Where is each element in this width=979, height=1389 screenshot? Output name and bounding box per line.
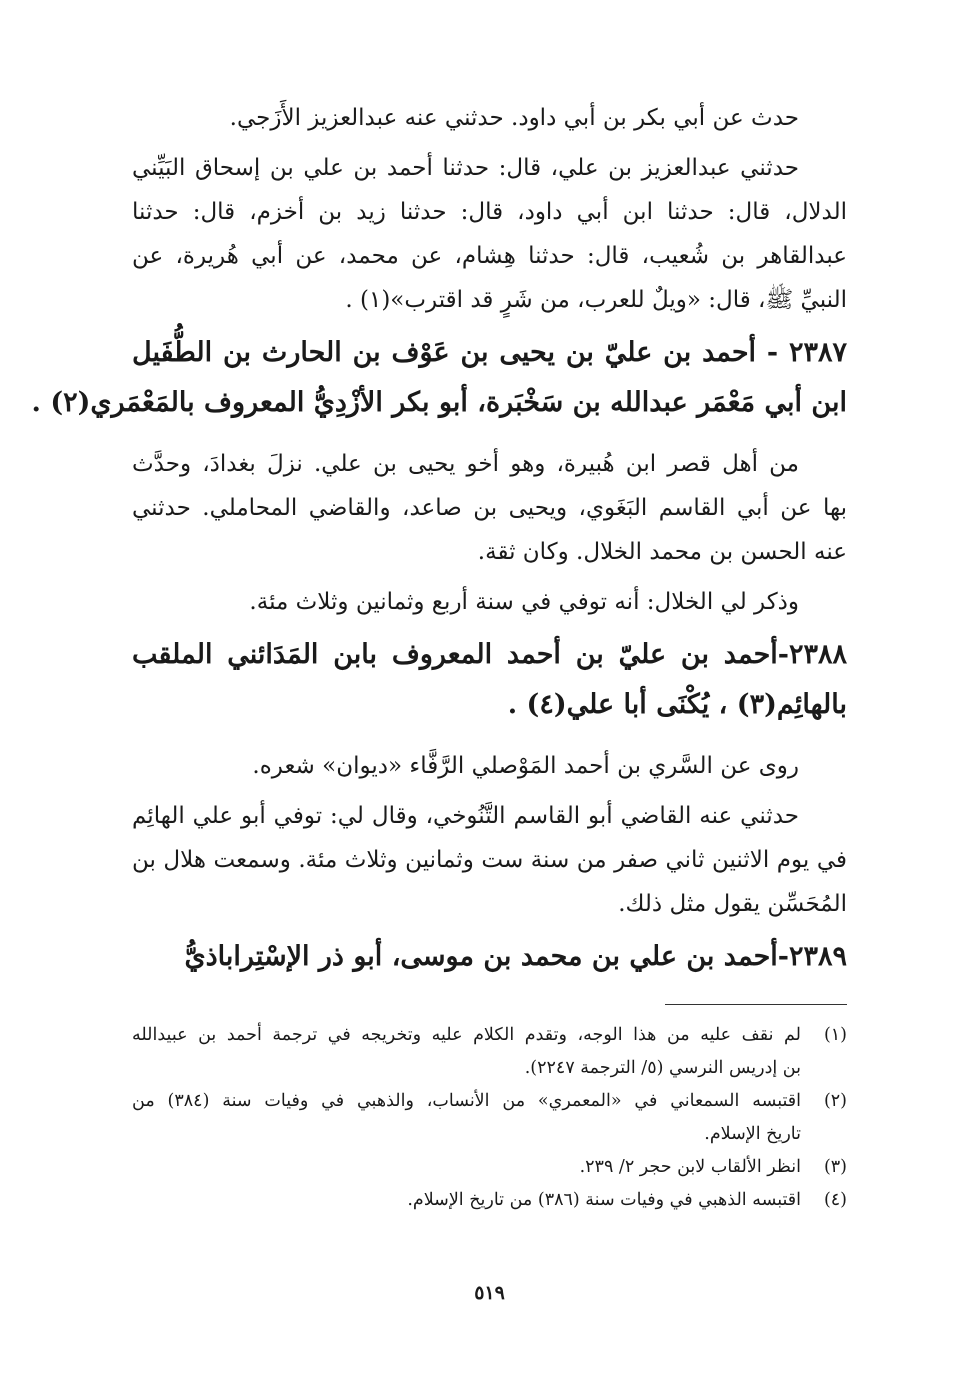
entry-heading-2389	[132, 932, 847, 982]
text-line: في يوم الاثنين ثاني صفر من سنة ست وثمانين وثلاث مئة. وسمعت هلال بن	[132, 847, 847, 873]
text-line: روى عن السَّري بن أحمد المَوْصلي الرَّفَّاء «ديوان» شعره.	[252, 753, 799, 779]
text-line: وذكر لي الخلال: أنه توفي في سنة أربع وثمانين وثلاث مئة.	[249, 589, 799, 615]
text-line: حدثني عبدالعزيز بن علي، قال: حدثنا أحمد بن علي بن إسحاق البَيِّني	[132, 155, 799, 181]
page-number: ٥١٩	[474, 1282, 505, 1304]
footnote-number: (٣)	[823, 1157, 847, 1177]
paragraph-1	[132, 96, 847, 140]
text-line: النبيِّ ﷺ، قال: «ويلٌ للعرب، من شَرٍ قد اقترب»(١) .	[345, 287, 847, 313]
text-line: من أهل قصر ابن هُبيرة، وهو أخو يحيى بن علي. نزلَ بغدادَ، وحدَّث	[132, 451, 799, 477]
paragraph-4	[132, 580, 847, 624]
heading-line: ٢٣٨٨-أحمد بن عليّ بن أحمد المعروف بابن المَدَائني الملقب	[132, 639, 847, 670]
paragraph-6	[132, 794, 847, 926]
text-line: عبدالقاهر بن شُعيب، قال: حدثنا هِشام، عن محمد، عن أبي هُريرة، عن	[132, 243, 847, 269]
footnote-1	[132, 1019, 847, 1085]
text-line: حدث عن أبي بكر بن أبي داود. حدثني عنه عبدالعزيز الأَزَجي.	[229, 105, 799, 131]
text-line: بها عن أبي القاسم البَغَوي، ويحيى بن صاعد، والقاضي المحاملي. حدثني	[132, 495, 847, 521]
footnote-divider	[665, 1004, 847, 1005]
text-line: المُحَسِّن يقول مثل ذلك.	[618, 891, 847, 917]
footnote-2	[132, 1085, 847, 1151]
paragraph-2	[132, 146, 847, 322]
text-line: عنه الحسن بن محمد الخلال. وكان ثقة.	[477, 539, 847, 565]
footnote-4	[132, 1184, 847, 1217]
footnote-number: (٤)	[823, 1190, 847, 1210]
footnotes	[132, 1019, 847, 1217]
footnote-line: اقتبسه السمعاني في «المعمري» من الأنساب، والذهبي في وفيات سنة (٣٨٤) من	[132, 1091, 801, 1111]
entry-heading-2388	[132, 630, 847, 730]
footnote-number: (٢)	[823, 1091, 847, 1111]
paragraph-5	[132, 744, 847, 788]
paragraph-3	[132, 442, 847, 574]
footnote-line: لم نقف عليه من هذا الوجه، وتقدم الكلام عليه وتخريجه في ترجمة أحمد بن عبيدالله	[132, 1025, 801, 1045]
text-line: حدثني عنه القاضي أبو القاسم التَّنُوخي، وقال لي: توفي أبو علي الهائِم	[132, 803, 799, 829]
footnote-line: بن إدريس النرسي (٥/ الترجمة ٢٢٤٧).	[524, 1058, 801, 1078]
footnote-line: انظر الألقاب لابن حجر ٢/ ٢٣٩.	[579, 1157, 801, 1177]
heading-line: ٢٣٨٧ - أحمد بن عليّ بن يحيى بن عَوْف بن الحارث بن الطُّفَيل	[132, 337, 847, 368]
footnote-3	[132, 1151, 847, 1184]
heading-line: بالهائِم(٣) ، يُكْنَى أبا علي(٤) .	[507, 689, 847, 720]
footnote-line: اقتبسه الذهبي في وفيات سنة (٣٨٦) من تاريخ الإسلام.	[407, 1190, 801, 1210]
footnote-line: تاريخ الإسلام.	[704, 1124, 801, 1144]
heading-line: ٢٣٨٩-أحمد بن علي بن محمد بن موسى، أبو ذر الإسْتِراباذيُّ	[184, 941, 847, 972]
footnote-number: (١)	[823, 1025, 847, 1045]
text-line: الدلال، قال: حدثنا ابن أبي داود، قال: حدثنا زيد بن أخزم، قال: حدثنا	[132, 199, 847, 225]
heading-line: ابن أبي مَعْمَر عبدالله بن سَخْبَرة، أبو بكر الأزْدِيُّ المعروف بالمَعْمَري(٢) .	[31, 387, 847, 418]
entry-heading-2387	[31, 328, 847, 428]
